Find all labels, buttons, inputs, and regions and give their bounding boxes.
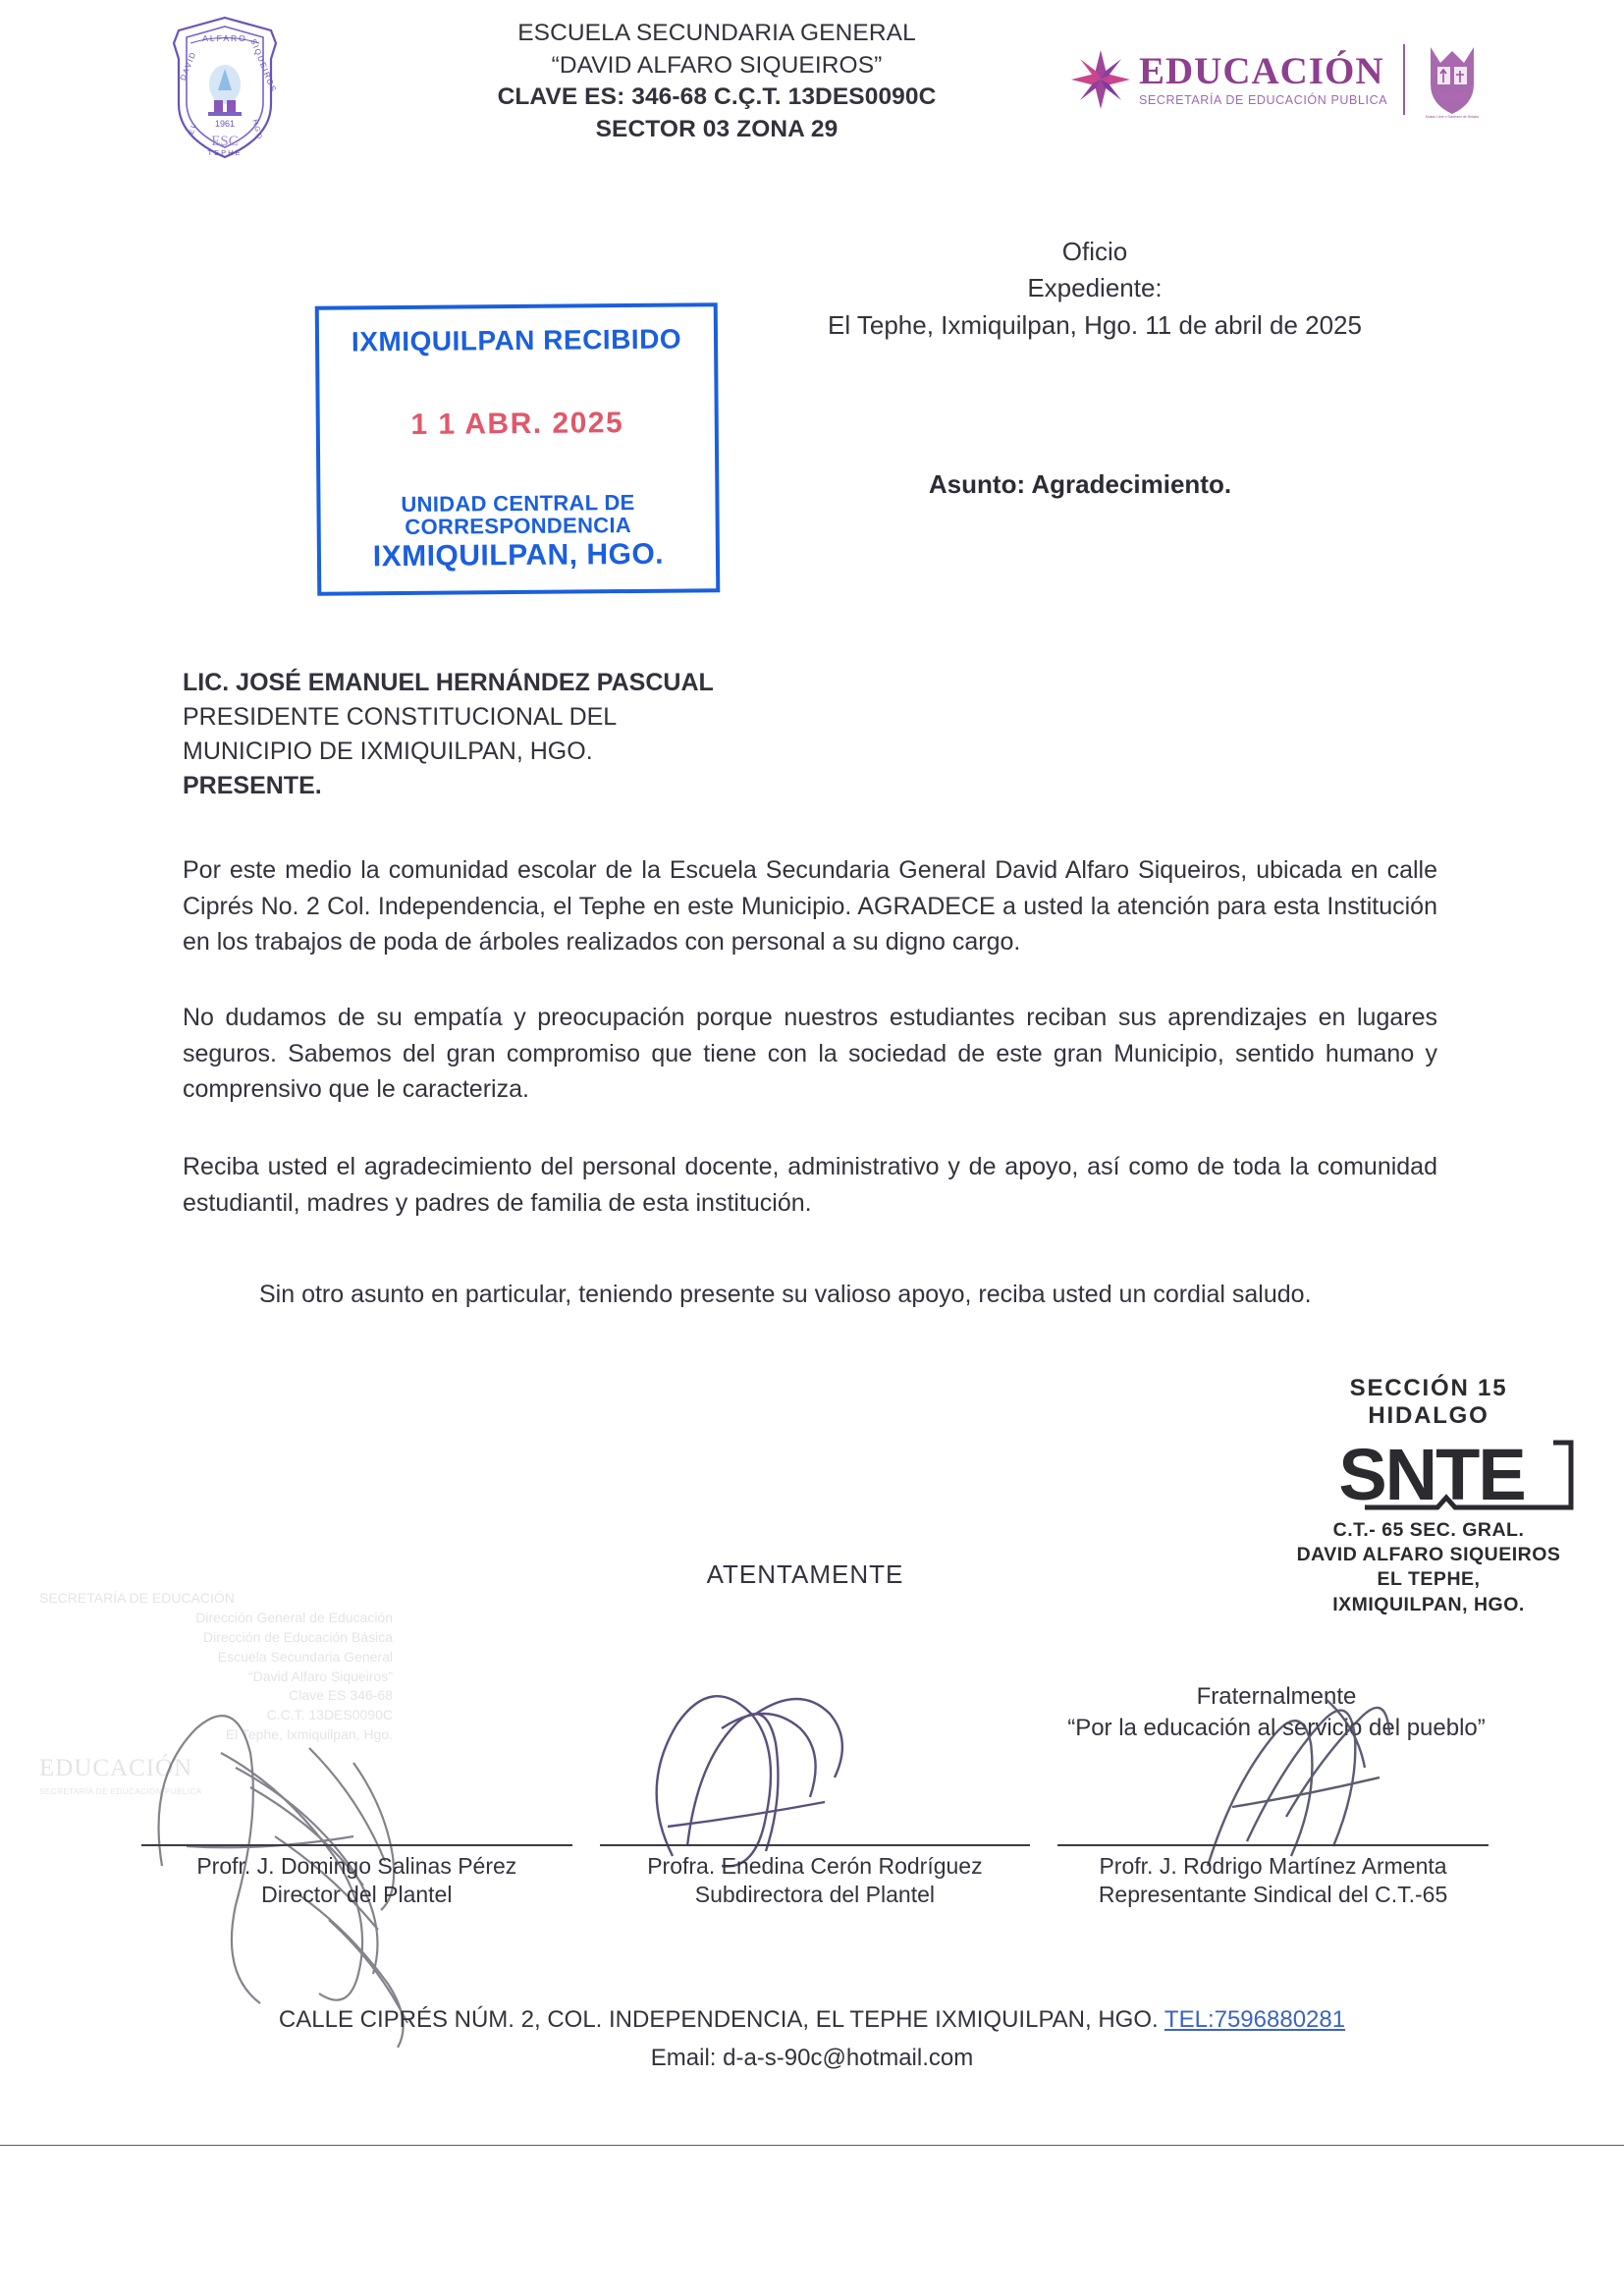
signature-block-1 <box>128 1844 586 1910</box>
svg-text:ALFARO: ALFARO <box>202 33 247 43</box>
fraternalmente-block <box>1041 1681 1512 1744</box>
svg-text:1961: 1961 <box>214 119 236 129</box>
stamp-unit-line-2: CORRESPONDENCIA <box>405 513 632 540</box>
signature-line-3 <box>1057 1844 1489 1846</box>
ghost-logo-word: EDUCACIÓN <box>39 1755 193 1781</box>
asunto-line: Asunto: Agradecimiento. <box>928 469 1232 499</box>
body-paragraph-3: Reciba usted el agradecimiento del personal docente, administrativo y de apoyo, así como de toda la comunidad estudiantil, madres y padres de familia de esta institución. <box>183 1153 1437 1217</box>
svg-text:ESC: ESC <box>211 134 239 149</box>
sep-star-icon <box>1070 49 1131 110</box>
footer-address-line <box>0 2001 1624 2040</box>
ghost-logo-sub: SECRETARÍA DE EDUCACIÓN PUBLICA <box>39 1786 202 1796</box>
school-crest-icon <box>165 14 285 161</box>
svg-text:H G O: H G O <box>250 119 263 140</box>
sep-wordmark-block <box>1139 52 1387 107</box>
expediente-label: Expediente: <box>1027 273 1163 303</box>
header-line-3: CLAVE ES: 346-68 C.Ç.T. 13DES0090C <box>497 83 937 111</box>
recipient-title-2: MUNICIPIO DE IXMIQUILPAN, HGO. <box>183 738 593 765</box>
ghost-line-5: “David Alfaro Siqueiros” <box>247 1667 393 1684</box>
snte-town: IXMIQUILPAN, HGO. <box>1332 1593 1525 1615</box>
school-title-block <box>422 18 1011 145</box>
header-line-2: “DAVID ALFARO SIQUEIROS” <box>551 51 883 79</box>
stamp-title: IXMIQUILPAN RECIBIDO <box>351 323 682 357</box>
snte-school: DAVID ALFARO SIQUEIROS <box>1296 1544 1561 1566</box>
header-line-1: ESCUELA SECUNDARIA GENERAL <box>517 20 916 46</box>
document-header <box>0 0 1624 206</box>
sep-wordmark: EDUCACIÓN <box>1139 50 1384 92</box>
svg-text:Estado Libre y Soberano de Hid: Estado Libre y Soberano de Hidalgo <box>1425 115 1480 118</box>
snte-seal <box>1267 1375 1591 1616</box>
recipient-block <box>183 666 714 803</box>
snte-ct: C.T.- 65 SEC. GRAL. <box>1332 1518 1525 1541</box>
fraternalmente-label: Fraternalmente <box>1196 1683 1357 1710</box>
hidalgo-seal-icon <box>1423 41 1482 118</box>
body-paragraph-4 <box>183 1277 1437 1313</box>
signature-line-2 <box>600 1844 1031 1846</box>
oficio-label: Oficio <box>1061 237 1128 266</box>
signature-line-1 <box>141 1844 572 1846</box>
footer-email[interactable]: Email: d-a-s-90c@hotmail.com <box>650 2044 974 2071</box>
snte-logo-icon <box>1267 1433 1591 1517</box>
signature-block-2 <box>586 1844 1045 1910</box>
place-and-date: El Tephe, Ixmiquilpan, Hgo. 11 de abril de 2025 <box>828 309 1362 340</box>
recipient-name: LIC. JOSÉ EMANUEL HERNÁNDEZ PASCUAL <box>183 669 714 696</box>
ghost-line-4: Escuela Secundaria General <box>217 1648 393 1665</box>
snte-state: HIDALGO <box>1368 1402 1489 1430</box>
recipient-presente: PRESENTE. <box>183 772 322 799</box>
svg-text:TEPHE: TEPHE <box>207 148 243 157</box>
header-line-4: SECTOR 03 ZONA 29 <box>595 115 839 142</box>
body-paragraph-1: Por este medio la comunidad escolar de la Escuela Secundaria General David Alfaro Siqueiros, ubicada en calle Ciprés No. 2 Col. Independencia, el Tephe en este Municipio. AGRADECE a usted la atención para esta Institución en los trabajos de poda de árboles realizados con personal a su digno cargo. <box>183 856 1437 956</box>
stamp-unit-line-1: UNIDAD CENTRAL DE <box>401 489 635 518</box>
sep-logo-block <box>1070 41 1482 118</box>
ghost-line-7: C.C.T. 13DES0090C <box>266 1707 393 1723</box>
body-paragraph-2: No dudamos de su empatía y preocupación porque nuestros estudiantes reciban sus aprendizajes en lugares seguros. Sabemos del gran compromiso que tiene con la sociedad de este gran Municipio, sentido humano y comprensivo que le caracteriza. <box>183 1004 1437 1103</box>
ghost-line-2: Dirección General de Educación <box>195 1609 393 1625</box>
svg-text:DAVID: DAVID <box>178 49 198 82</box>
logo-divider <box>1403 44 1405 115</box>
stamp-date: 1 1 ABR. 2025 <box>410 407 624 441</box>
ghost-line-8: El Tephe, Ixmiquilpan, Hgo. <box>225 1726 393 1743</box>
signature-row <box>128 1844 1502 1910</box>
svg-text:E L: E L <box>188 123 198 136</box>
stamp-town: IXMIQUILPAN, HGO. <box>372 537 665 574</box>
sep-subtitle: SECRETARÍA DE EDUCACIÓN PUBLICA <box>1139 93 1388 107</box>
ghost-letterhead-watermark <box>39 1589 393 1797</box>
received-stamp <box>315 302 721 596</box>
signature-role-2: Subdirectora del Plantel <box>694 1882 936 1908</box>
motto-text: “Por la educación al servicio del pueblo” <box>1067 1715 1486 1742</box>
signature-name-1: Profr. J. Domingo Salinas Pérez <box>196 1853 517 1879</box>
oficio-block <box>717 234 1473 344</box>
ghost-line-3: Dirección de Educación Básica <box>203 1628 393 1645</box>
atentamente-label: ATENTAMENTE <box>706 1559 904 1589</box>
signature-block-3 <box>1044 1844 1502 1910</box>
ghost-line-1: SECRETARÍA DE EDUCACIÓN <box>39 1590 235 1606</box>
signature-role-3: Representante Sindical del C.T.-65 <box>1098 1882 1448 1908</box>
snte-locality: EL TEPHE, <box>1377 1568 1481 1591</box>
snte-section: SECCIÓN 15 <box>1349 1375 1508 1401</box>
recipient-title-1: PRESIDENTE CONSTITUCIONAL DEL <box>183 703 618 731</box>
body-paragraph-4-text: Sin otro asunto en particular, teniendo presente su valioso apoyo, reciba usted un cordial saludo. <box>259 1281 1312 1308</box>
ghost-line-6: Clave ES 346-68 <box>289 1687 393 1704</box>
signature-role-1: Director del Plantel <box>261 1882 453 1908</box>
footer-address: CALLE CIPRÉS NÚM. 2, COL. INDEPENDENCIA, EL TEPHE IXMIQUILPAN, HGO. <box>278 2006 1159 2033</box>
svg-text:SNTE: SNTE <box>1338 1433 1525 1515</box>
signature-name-2: Profra. Enedina Cerón Rodríguez <box>647 1853 983 1879</box>
scan-page-edge <box>0 2145 1624 2146</box>
footer-telephone[interactable]: TEL:7596880281 <box>1164 2006 1346 2033</box>
signature-name-3: Profr. J. Rodrigo Martínez Armenta <box>1099 1853 1447 1879</box>
document-footer <box>0 2001 1624 2078</box>
svg-text:SIQUEIROS: SIQUEIROS <box>248 37 279 94</box>
